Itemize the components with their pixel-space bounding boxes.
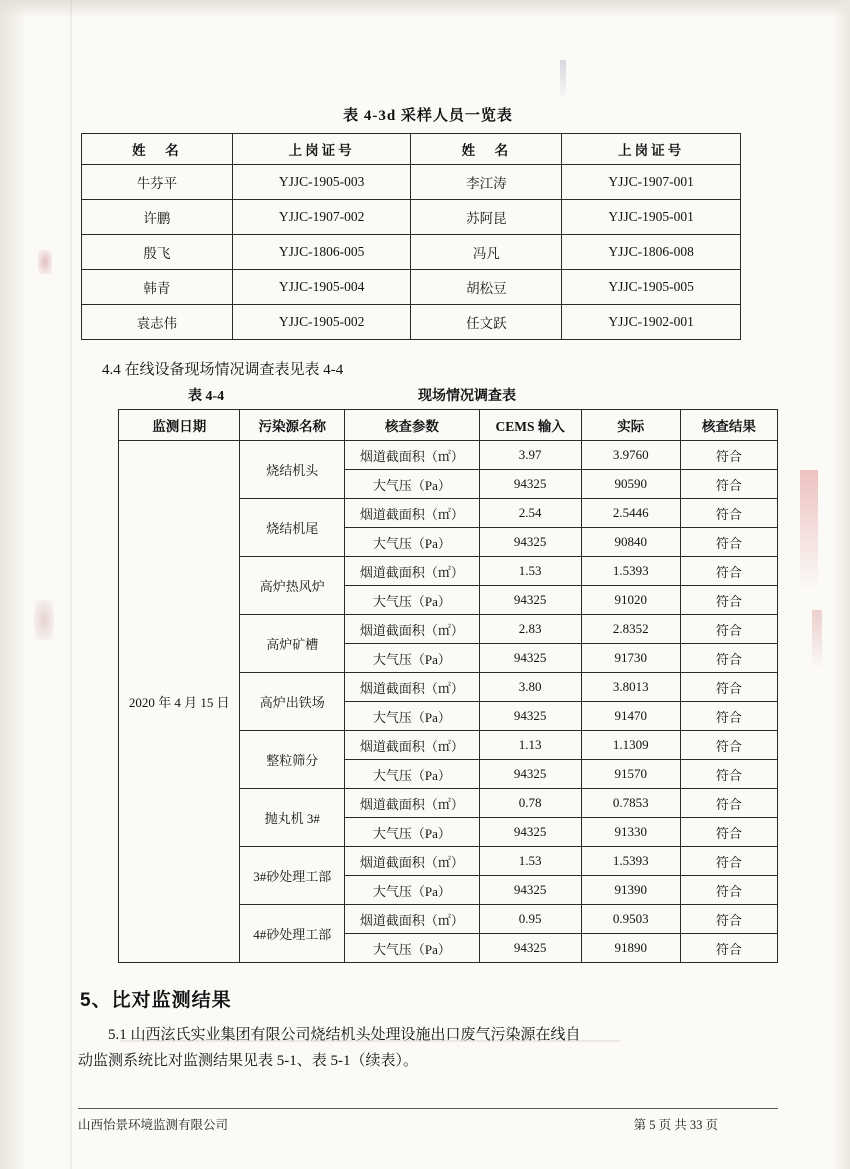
document-content (78, 0, 778, 1074)
cell-source: 高炉出铁场 (240, 673, 345, 731)
cell-cems: 94325 (479, 644, 581, 673)
cell-name: 李江涛 (411, 165, 562, 200)
cell-parameter: 烟道截面积（㎡） (345, 441, 479, 470)
cell-name: 牛芬平 (82, 165, 233, 200)
cell-parameter: 烟道截面积（㎡） (345, 499, 479, 528)
cell-actual: 3.8013 (581, 673, 680, 702)
cell-result: 符合 (680, 934, 777, 963)
cell-name: 袁志伟 (82, 305, 233, 340)
cell-result: 符合 (680, 470, 777, 499)
cell-name: 胡松豆 (411, 270, 562, 305)
cell-cert: YJJC-1902-001 (562, 305, 741, 340)
cell-cems: 94325 (479, 818, 581, 847)
cell-result: 符合 (680, 528, 777, 557)
cell-cert: YJJC-1905-001 (562, 200, 741, 235)
cell-parameter: 大气压（Pa） (345, 586, 479, 615)
cell-cert: YJJC-1905-005 (562, 270, 741, 305)
column-header-name-1: 姓 名 (82, 134, 233, 165)
cell-result: 符合 (680, 586, 777, 615)
sampling-personnel-table (81, 133, 741, 340)
cell-result: 符合 (680, 673, 777, 702)
cell-parameter: 大气压（Pa） (345, 470, 479, 499)
table-row (119, 441, 778, 470)
scan-stain-artifact (38, 250, 52, 274)
cell-source: 3#砂处理工部 (240, 847, 345, 905)
section-5-paragraph (78, 1022, 778, 1074)
footer-company: 山西怡景环境监测有限公司 (78, 1118, 229, 1132)
cell-parameter: 大气压（Pa） (345, 644, 479, 673)
cell-actual: 90590 (581, 470, 680, 499)
cell-result: 符合 (680, 818, 777, 847)
section-4-4-text: 4.4 在线设备现场情况调查表见表 4-4 (102, 362, 344, 378)
survey-table-caption-row (78, 385, 778, 405)
table-header-row (119, 410, 778, 441)
cell-actual: 91730 (581, 644, 680, 673)
cell-cert: YJJC-1806-005 (232, 235, 411, 270)
column-header-actual: 实际 (581, 410, 680, 441)
cell-source: 高炉矿槽 (240, 615, 345, 673)
cell-source: 4#砂处理工部 (240, 905, 345, 963)
cell-result: 符合 (680, 441, 777, 470)
cell-actual: 91020 (581, 586, 680, 615)
cell-cems: 0.95 (479, 905, 581, 934)
cell-result: 符合 (680, 702, 777, 731)
cell-parameter: 烟道截面积（㎡） (345, 789, 479, 818)
cell-name: 任文跃 (411, 305, 562, 340)
cell-parameter: 烟道截面积（㎡） (345, 557, 479, 586)
footer-page-number: 第 5 页 共 33 页 (633, 1118, 718, 1132)
survey-table-title: 现场情况调查表 (418, 389, 516, 404)
cell-result: 符合 (680, 615, 777, 644)
cell-result: 符合 (680, 905, 777, 934)
cell-result: 符合 (680, 644, 777, 673)
table-row (82, 270, 741, 305)
cell-cems: 94325 (479, 586, 581, 615)
cell-source: 高炉热风炉 (240, 557, 345, 615)
survey-table-label: 表 4-4 (188, 389, 225, 404)
sampling-table-caption: 表 4-3d 采样人员一览表 (343, 108, 513, 124)
cell-actual: 91570 (581, 760, 680, 789)
cell-parameter: 大气压（Pa） (345, 876, 479, 905)
column-header-parameter: 核查参数 (345, 410, 479, 441)
scan-stain-artifact (812, 610, 822, 670)
cell-parameter: 大气压（Pa） (345, 528, 479, 557)
page-footer (78, 1108, 778, 1133)
cell-cems: 1.13 (479, 731, 581, 760)
table-header-row (82, 134, 741, 165)
cell-parameter: 烟道截面积（㎡） (345, 615, 479, 644)
cell-actual: 91470 (581, 702, 680, 731)
table-row (82, 305, 741, 340)
cell-parameter: 大气压（Pa） (345, 934, 479, 963)
cell-date: 2020 年 4 月 15 日 (119, 441, 240, 963)
cell-cert: YJJC-1905-003 (232, 165, 411, 200)
cell-actual: 0.9503 (581, 905, 680, 934)
cell-actual: 2.8352 (581, 615, 680, 644)
cell-actual: 3.9760 (581, 441, 680, 470)
cell-source: 抛丸机 3# (240, 789, 345, 847)
scan-stain-artifact (34, 600, 54, 640)
cell-result: 符合 (680, 789, 777, 818)
cell-cems: 94325 (479, 934, 581, 963)
cell-name: 殷飞 (82, 235, 233, 270)
cell-actual: 91390 (581, 876, 680, 905)
cell-result: 符合 (680, 847, 777, 876)
cell-cems: 94325 (479, 702, 581, 731)
site-survey-table (118, 409, 778, 963)
cell-parameter: 大气压（Pa） (345, 818, 479, 847)
cell-cert: YJJC-1806-008 (562, 235, 741, 270)
table-row (82, 235, 741, 270)
cell-source: 烧结机头 (240, 441, 345, 499)
column-header-result: 核查结果 (680, 410, 777, 441)
cell-name: 冯凡 (411, 235, 562, 270)
cell-actual: 91890 (581, 934, 680, 963)
cell-parameter: 烟道截面积（㎡） (345, 673, 479, 702)
cell-cert: YJJC-1905-002 (232, 305, 411, 340)
cell-cert: YJJC-1905-004 (232, 270, 411, 305)
scan-stain-artifact (800, 470, 818, 590)
section-5-heading: 5、比对监测结果 (80, 990, 232, 1011)
cell-parameter: 大气压（Pa） (345, 760, 479, 789)
column-header-date: 监测日期 (119, 410, 240, 441)
cell-name: 韩青 (82, 270, 233, 305)
cell-actual: 2.5446 (581, 499, 680, 528)
cell-actual: 1.5393 (581, 557, 680, 586)
cell-actual: 0.7853 (581, 789, 680, 818)
section-5-paragraph-line1: 5.1 山西泫氏实业集团有限公司烧结机头处理设施出口废气污染源在线自 (108, 1027, 581, 1043)
cell-source: 烧结机尾 (240, 499, 345, 557)
cell-parameter: 烟道截面积（㎡） (345, 731, 479, 760)
cell-cems: 2.83 (479, 615, 581, 644)
cell-cems: 1.53 (479, 847, 581, 876)
cell-parameter: 烟道截面积（㎡） (345, 905, 479, 934)
cell-cems: 94325 (479, 760, 581, 789)
cell-cert: YJJC-1907-002 (232, 200, 411, 235)
cell-cems: 94325 (479, 470, 581, 499)
cell-actual: 91330 (581, 818, 680, 847)
table-row (82, 200, 741, 235)
cell-result: 符合 (680, 731, 777, 760)
section-5-paragraph-line2: 动监测系统比对监测结果见表 5-1、表 5-1（续表）。 (78, 1053, 418, 1069)
cell-result: 符合 (680, 499, 777, 528)
column-header-cert-2: 上岗证号 (562, 134, 741, 165)
column-header-source: 污染源名称 (240, 410, 345, 441)
scan-edge-left (0, 0, 26, 1169)
cell-cems: 94325 (479, 876, 581, 905)
cell-cems: 2.54 (479, 499, 581, 528)
cell-actual: 90840 (581, 528, 680, 557)
scan-edge-right (832, 0, 850, 1169)
cell-name: 许鹏 (82, 200, 233, 235)
cell-cert: YJJC-1907-001 (562, 165, 741, 200)
cell-name: 苏阿昆 (411, 200, 562, 235)
cell-cems: 0.78 (479, 789, 581, 818)
column-header-cert-1: 上岗证号 (232, 134, 411, 165)
column-header-name-2: 姓 名 (411, 134, 562, 165)
scan-line-artifact (70, 0, 72, 1169)
cell-parameter: 烟道截面积（㎡） (345, 847, 479, 876)
cell-actual: 1.5393 (581, 847, 680, 876)
cell-result: 符合 (680, 876, 777, 905)
cell-result: 符合 (680, 557, 777, 586)
cell-cems: 94325 (479, 528, 581, 557)
cell-source: 整粒筛分 (240, 731, 345, 789)
cell-cems: 3.80 (479, 673, 581, 702)
cell-actual: 1.1309 (581, 731, 680, 760)
cell-parameter: 大气压（Pa） (345, 702, 479, 731)
table-row (82, 165, 741, 200)
cell-cems: 3.97 (479, 441, 581, 470)
cell-cems: 1.53 (479, 557, 581, 586)
cell-result: 符合 (680, 760, 777, 789)
column-header-cems-input: CEMS 输入 (479, 410, 581, 441)
